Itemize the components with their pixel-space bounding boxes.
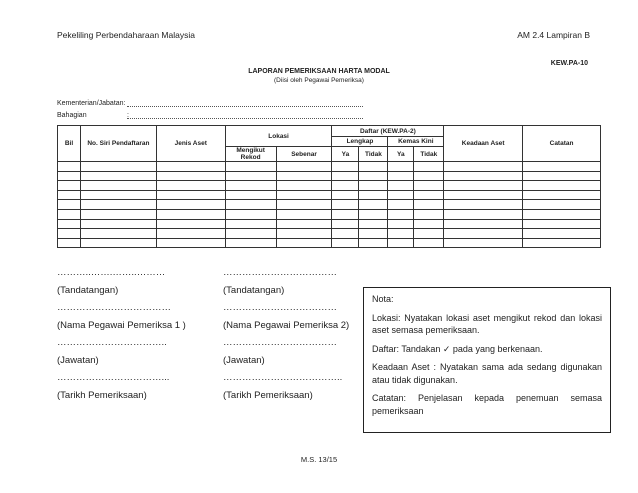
table-cell [359,238,388,248]
sig-left-dots: ……………………………... [57,372,170,383]
table-cell [444,209,523,219]
sig-left-tarikh: (Tarikh Pemeriksaan) [57,389,147,401]
sig-right-sign: (Tandatangan) [223,284,285,296]
table-cell [388,238,414,248]
col-mengikut-rekod: Mengikut Rekod [225,147,276,162]
table-cell [444,219,523,229]
col-daftar: Daftar (KEW.PA-2) [332,126,444,137]
col-catatan: Catatan [523,126,601,162]
kementerian-line [127,99,363,107]
header-right: AM 2.4 Lampiran B [517,30,590,40]
table-cell [444,200,523,210]
table-cell [523,181,601,191]
table-cell [414,219,444,229]
table-cell [414,238,444,248]
table-cell [359,200,388,210]
header-left: Pekeliling Perbendaharaan Malaysia [57,30,195,40]
table-cell [523,171,601,181]
col-keadaan-aset: Keadaan Aset [444,126,523,162]
signature-right [223,264,349,404]
table-cell [414,181,444,191]
col-kemas-kini: Kemas Kini [388,137,444,147]
table-cell [225,229,276,239]
col-kemaskini-ya: Ya [388,147,414,162]
table-cell [58,162,81,172]
bahagian-label [57,112,127,119]
table-cell [414,209,444,219]
table-cell [58,209,81,219]
table-row [58,181,601,191]
table-row [58,171,601,181]
table-cell [276,171,332,181]
table-cell [414,190,444,200]
table-cell [80,229,156,239]
table-row [58,238,601,248]
table-cell [523,190,601,200]
table-cell [58,181,81,191]
table-cell [388,209,414,219]
table-cell [388,162,414,172]
table-cell [276,181,332,191]
table-cell [332,181,359,191]
bahagian-text: Bahagian [57,112,87,119]
table-cell [58,229,81,239]
table-cell [414,162,444,172]
table-cell [156,190,225,200]
table-cell [156,238,225,248]
table-cell [58,219,81,229]
table-cell [359,171,388,181]
table-cell [156,181,225,191]
table-cell [80,162,156,172]
table-cell [225,190,276,200]
col-no-siri: No. Siri Pendaftaran [80,126,156,162]
col-lengkap: Lengkap [332,137,388,147]
table-cell [276,162,332,172]
table-cell [225,200,276,210]
form-code: KEW.PA-10 [550,60,588,67]
bahagian-line [127,111,363,119]
note-catatan: Catatan: Penjelasan kepada penemuan semasa pemeriksaan [372,393,602,416]
table-cell [444,238,523,248]
page-number: M.S. 13/15 [300,455,338,464]
table-cell [80,238,156,248]
table-cell [276,209,332,219]
table-cell [523,229,601,239]
table-cell [359,209,388,219]
table-cell [523,200,601,210]
table-row [58,219,601,229]
table-cell [80,181,156,191]
sig-left-sign: (Tandatangan) [57,284,119,296]
table-cell [58,200,81,210]
sig-right-jawatan: (Jawatan) [223,354,265,366]
form-title: LAPORAN PEMERIKSAAN HARTA MODAL [248,68,390,75]
col-kemaskini-tidak: Tidak [414,147,444,162]
table-cell [388,171,414,181]
table-row [58,190,601,200]
table-row [58,200,601,210]
table-row [58,162,601,172]
table-cell [276,190,332,200]
sig-left-name: (Nama Pegawai Pemeriksa 1 ) [57,319,186,331]
table-cell [332,209,359,219]
bahagian-field [57,111,363,119]
table-cell [58,238,81,248]
table-row [58,209,601,219]
sig-right-dots: ……………………………… [223,302,337,313]
table-cell [332,229,359,239]
col-lengkap-ya: Ya [332,147,359,162]
table-cell [359,219,388,229]
table-cell [276,229,332,239]
note-keadaan: Keadaan Aset : Nyatakan sama ada sedang digunakan atau tidak digunakan. [372,362,602,385]
table-cell [276,238,332,248]
table-cell [276,200,332,210]
table-cell [414,200,444,210]
bahagian-colon: : [127,112,129,119]
table-cell [359,229,388,239]
table-cell [225,209,276,219]
table-cell [80,219,156,229]
sig-right-dots: ……………………………….. [223,372,343,383]
note-heading: Nota: [372,294,394,304]
sig-left-dots: …………………………….. [57,337,167,348]
table-cell [332,190,359,200]
table-cell [332,238,359,248]
table-cell [156,219,225,229]
signature-left [57,264,186,404]
kementerian-label: Kementerian/Jabatan: [57,100,126,107]
table-cell [414,171,444,181]
table-cell [523,162,601,172]
table-cell [388,219,414,229]
table-cell [332,171,359,181]
table-cell [359,181,388,191]
table-cell [388,229,414,239]
table-cell [225,171,276,181]
table-cell [225,238,276,248]
note-box [363,287,611,433]
table-cell [359,162,388,172]
form-subtitle: (Diisi oleh Pegawai Pemeriksa) [274,77,364,84]
table-cell [444,162,523,172]
table-cell [225,181,276,191]
table-cell [444,190,523,200]
table-cell [523,219,601,229]
sig-right-dots: ……………………………… [223,267,337,278]
table-cell [332,162,359,172]
note-daftar: Daftar: Tandakan ✓ pada yang berkenaan. [372,343,543,354]
table-cell [414,229,444,239]
sig-left-jawatan: (Jawatan) [57,354,99,366]
table-cell [444,171,523,181]
table-row [58,229,601,239]
table-cell [388,190,414,200]
table-cell [388,181,414,191]
table-cell [80,200,156,210]
table-cell [58,190,81,200]
col-jenis-aset: Jenis Aset [156,126,225,162]
sig-right-tarikh: (Tarikh Pemeriksaan) [223,389,313,401]
sig-right-name: (Nama Pegawai Pemeriksa 2) [223,319,350,331]
kementerian-field [57,99,363,107]
table-cell [156,200,225,210]
col-lengkap-tidak: Tidak [359,147,388,162]
col-bil: Bil [58,126,81,162]
table-cell [332,219,359,229]
note-lokasi: Lokasi: Nyatakan lokasi aset mengikut rekod dan lokasi aset semasa pemeriksaan. [372,312,602,335]
table-cell [523,209,601,219]
asset-table [57,125,601,248]
table-cell [156,229,225,239]
sig-right-dots: ……………………………… [223,337,337,348]
sig-left-dots: ………..…….……..……… [57,267,166,278]
table-cell [225,219,276,229]
table-cell [388,200,414,210]
table-cell [80,171,156,181]
col-sebenar: Sebenar [276,147,332,162]
col-lokasi: Lokasi [225,126,332,147]
table-cell [156,209,225,219]
table-cell [156,171,225,181]
table-cell [156,162,225,172]
table-cell [276,219,332,229]
table-cell [332,200,359,210]
table-cell [58,171,81,181]
table-cell [225,162,276,172]
table-cell [523,238,601,248]
table-cell [359,190,388,200]
table-cell [80,190,156,200]
table-cell [444,229,523,239]
table-cell [444,181,523,191]
sig-left-dots: ……………………………… [57,302,171,313]
table-cell [80,209,156,219]
